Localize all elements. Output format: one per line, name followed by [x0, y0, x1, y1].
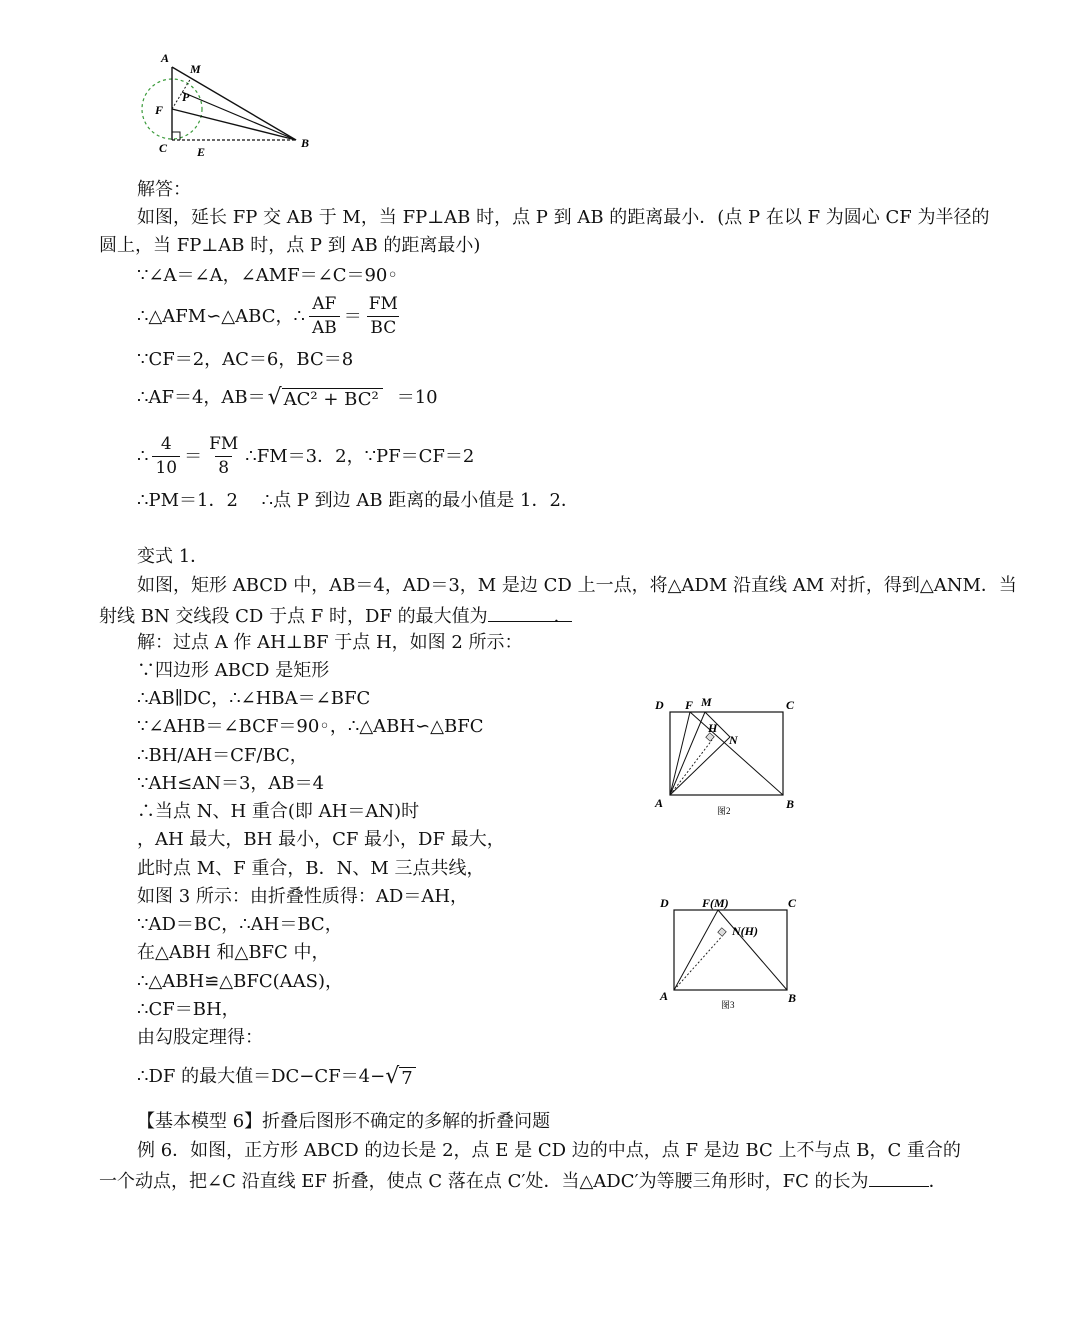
label-b: B: [301, 136, 310, 150]
line-7-prefix: ∴: [137, 445, 149, 467]
solution-line-7: [137, 436, 474, 477]
fraction-af-ab: [309, 296, 340, 337]
fraction-numerator: FM: [209, 434, 239, 454]
question-text: 射线 BN 交线段 CD 于点 F 时，DF 的最大值为: [99, 606, 488, 627]
segment-fb: [718, 910, 787, 990]
example-6-line-1: 例 6．如图，正方形 ABCD 的边长是 2，点 E 是 CD 边的中点，点 F 是边 BC 上不与点 B，C 重合的: [137, 1140, 961, 1161]
label-f-m: F(M): [702, 896, 729, 910]
variant-solution-line-6: ∵AH≤AN＝3，AB＝4: [137, 773, 325, 794]
label-b: B: [786, 797, 795, 811]
fraction-denominator: 10: [152, 456, 180, 477]
variant-solution-line-2: ∵四边形 ABCD 是矩形: [137, 660, 330, 681]
solution-line-6: [137, 387, 438, 409]
fraction-numerator: FM: [368, 294, 398, 314]
label-a: A: [660, 989, 669, 1003]
variant-solution-line-1: 解：过点 A 作 AH⊥BF 于点 H，如图 2 所示：: [137, 632, 523, 653]
label-n-h: N(H): [732, 924, 758, 938]
variant-solution-line-8: ，AH 最大，BH 最小，CF 最小，DF 最大，: [137, 829, 505, 850]
variant-solution-line-4: ∵∠AHB＝∠BCF＝90◦，∴△ABH∽△BFC: [137, 716, 484, 737]
segment-fb: [690, 712, 783, 795]
radicand: 7: [399, 1067, 415, 1088]
figure-2-rectangle: [650, 690, 810, 820]
label-f: F: [155, 103, 164, 117]
question-end: ．: [553, 606, 572, 627]
variant-question-line-1: 如图，矩形 ABCD 中，AB＝4，AD＝3，M 是边 CD 上一点，将△ADM 沿直线 AM 对折，得到△ANM．当: [137, 575, 1017, 596]
solution-line-5: ∵CF＝2，AC＝6，BC＝8: [137, 349, 354, 370]
line-7-suffix: ∴FM＝3．2，∵PF＝CF＝2: [245, 445, 475, 467]
segment-an: [670, 737, 730, 795]
fraction-4-10: [152, 436, 180, 477]
fraction-fm-bc: [366, 296, 401, 337]
variant-solution-line-9: 此时点 M、F 重合，B．N、M 三点共线，: [137, 858, 485, 879]
label-m: M: [701, 695, 712, 709]
variant-solution-line-12: 在△ABH 和△BFC 中，: [137, 942, 330, 963]
label-n: N: [729, 733, 738, 747]
equals-sign: ＝: [343, 305, 362, 327]
question-end: ．: [928, 1171, 947, 1192]
label-c: C: [159, 141, 168, 155]
variant-solution-line-14: ∴CF＝BH，: [137, 999, 240, 1020]
label-h: H: [708, 721, 718, 735]
solution-line-3: ∵∠A＝∠A，∠AMF＝∠C＝90◦: [137, 265, 398, 286]
question-text: 一个动点，把∠C 沿直线 EF 折叠，使点 C 落在点 C′处．当△ADC′为等腰三角形时，FC 的长为: [99, 1171, 869, 1192]
fraction-denominator: 8: [215, 456, 232, 477]
line-4-prefix: ∴△AFM∽△ABC，∴: [137, 305, 305, 327]
label-d: D: [655, 698, 664, 712]
variant-solution-line-5: ∴BH/AH＝CF/BC，: [137, 745, 308, 766]
label-e: E: [197, 145, 206, 159]
label-m: M: [190, 62, 201, 76]
line-6-prefix: ∴AF＝4，AB＝: [137, 387, 266, 408]
right-angle-mark: [718, 928, 726, 936]
figure-caption: 图3: [721, 1000, 735, 1010]
answer-blank: [869, 1170, 929, 1187]
variant-solution-line-16: [137, 1066, 416, 1088]
label-a: A: [655, 796, 664, 810]
label-p: P: [182, 90, 190, 104]
example-6-line-2: [99, 1170, 947, 1191]
figure-caption: 图2: [717, 806, 731, 816]
line-6-suffix: ＝10: [396, 387, 438, 408]
variant-solution-line-3: ∴AB∥DC，∴∠HBA＝∠BFC: [137, 688, 371, 709]
label-c: C: [788, 896, 797, 910]
segment-ah-dashed: [674, 934, 724, 990]
radicand: AC² + BC²: [282, 388, 383, 409]
label-a: A: [161, 51, 170, 65]
label-b: B: [788, 991, 797, 1005]
variant-solution-line-13: ∴△ABH≌△BFC(AAS)，: [137, 971, 344, 992]
sqrt-icon: √: [385, 1064, 400, 1089]
fraction-numerator: 4: [160, 434, 172, 454]
segment-af: [674, 910, 718, 990]
sqrt-icon: √: [267, 385, 282, 410]
line-16-prefix: ∴DF 的最大值＝DC−CF＝4−: [137, 1066, 386, 1087]
variant-solution-line-11: ∵AD＝BC，∴AH＝BC，: [137, 914, 343, 935]
solution-heading: 解答：: [137, 179, 191, 200]
fraction-denominator: BC: [367, 316, 399, 337]
label-c: C: [786, 698, 795, 712]
rect-abcd: [674, 910, 787, 990]
solution-line-2: 圆上，当 FP⊥AB 时，点 P 到 AB 的距离最小): [99, 235, 481, 256]
equals-sign: ＝: [184, 445, 203, 467]
fraction-numerator: AF: [312, 294, 337, 314]
solution-line-1: 如图，延长 FP 交 AB 于 M，当 FP⊥AB 时，点 P 到 AB 的距离最小．(点 P 在以 F 为圆心 CF 为半径的: [137, 207, 990, 228]
label-f: F: [685, 698, 694, 712]
variant-solution-line-7: ∴当点 N、H 重合(即 AH＝AN)时: [137, 801, 420, 822]
fraction-fm-8: [206, 436, 241, 477]
variant-solution-line-15: 由勾股定理得：: [137, 1027, 263, 1048]
figure-3-rectangle: [650, 888, 810, 1018]
fraction-denominator: AB: [309, 316, 340, 337]
model-6-heading: 【基本模型 6】折叠后图形不确定的多解的折叠问题: [137, 1111, 551, 1132]
variant-solution-line-10: 如图 3 所示：由折叠性质得：AD＝AH，: [137, 886, 469, 907]
solution-line-4: [137, 296, 405, 337]
figure-1-triangle: [130, 45, 330, 165]
solution-line-8: ∴PM＝1．2 ∴点 P 到边 AB 距离的最小值是 1．2．: [137, 490, 579, 511]
variant-question-line-2: [99, 605, 572, 626]
label-d: D: [660, 896, 669, 910]
variant-heading: 变式 1．: [137, 546, 209, 567]
